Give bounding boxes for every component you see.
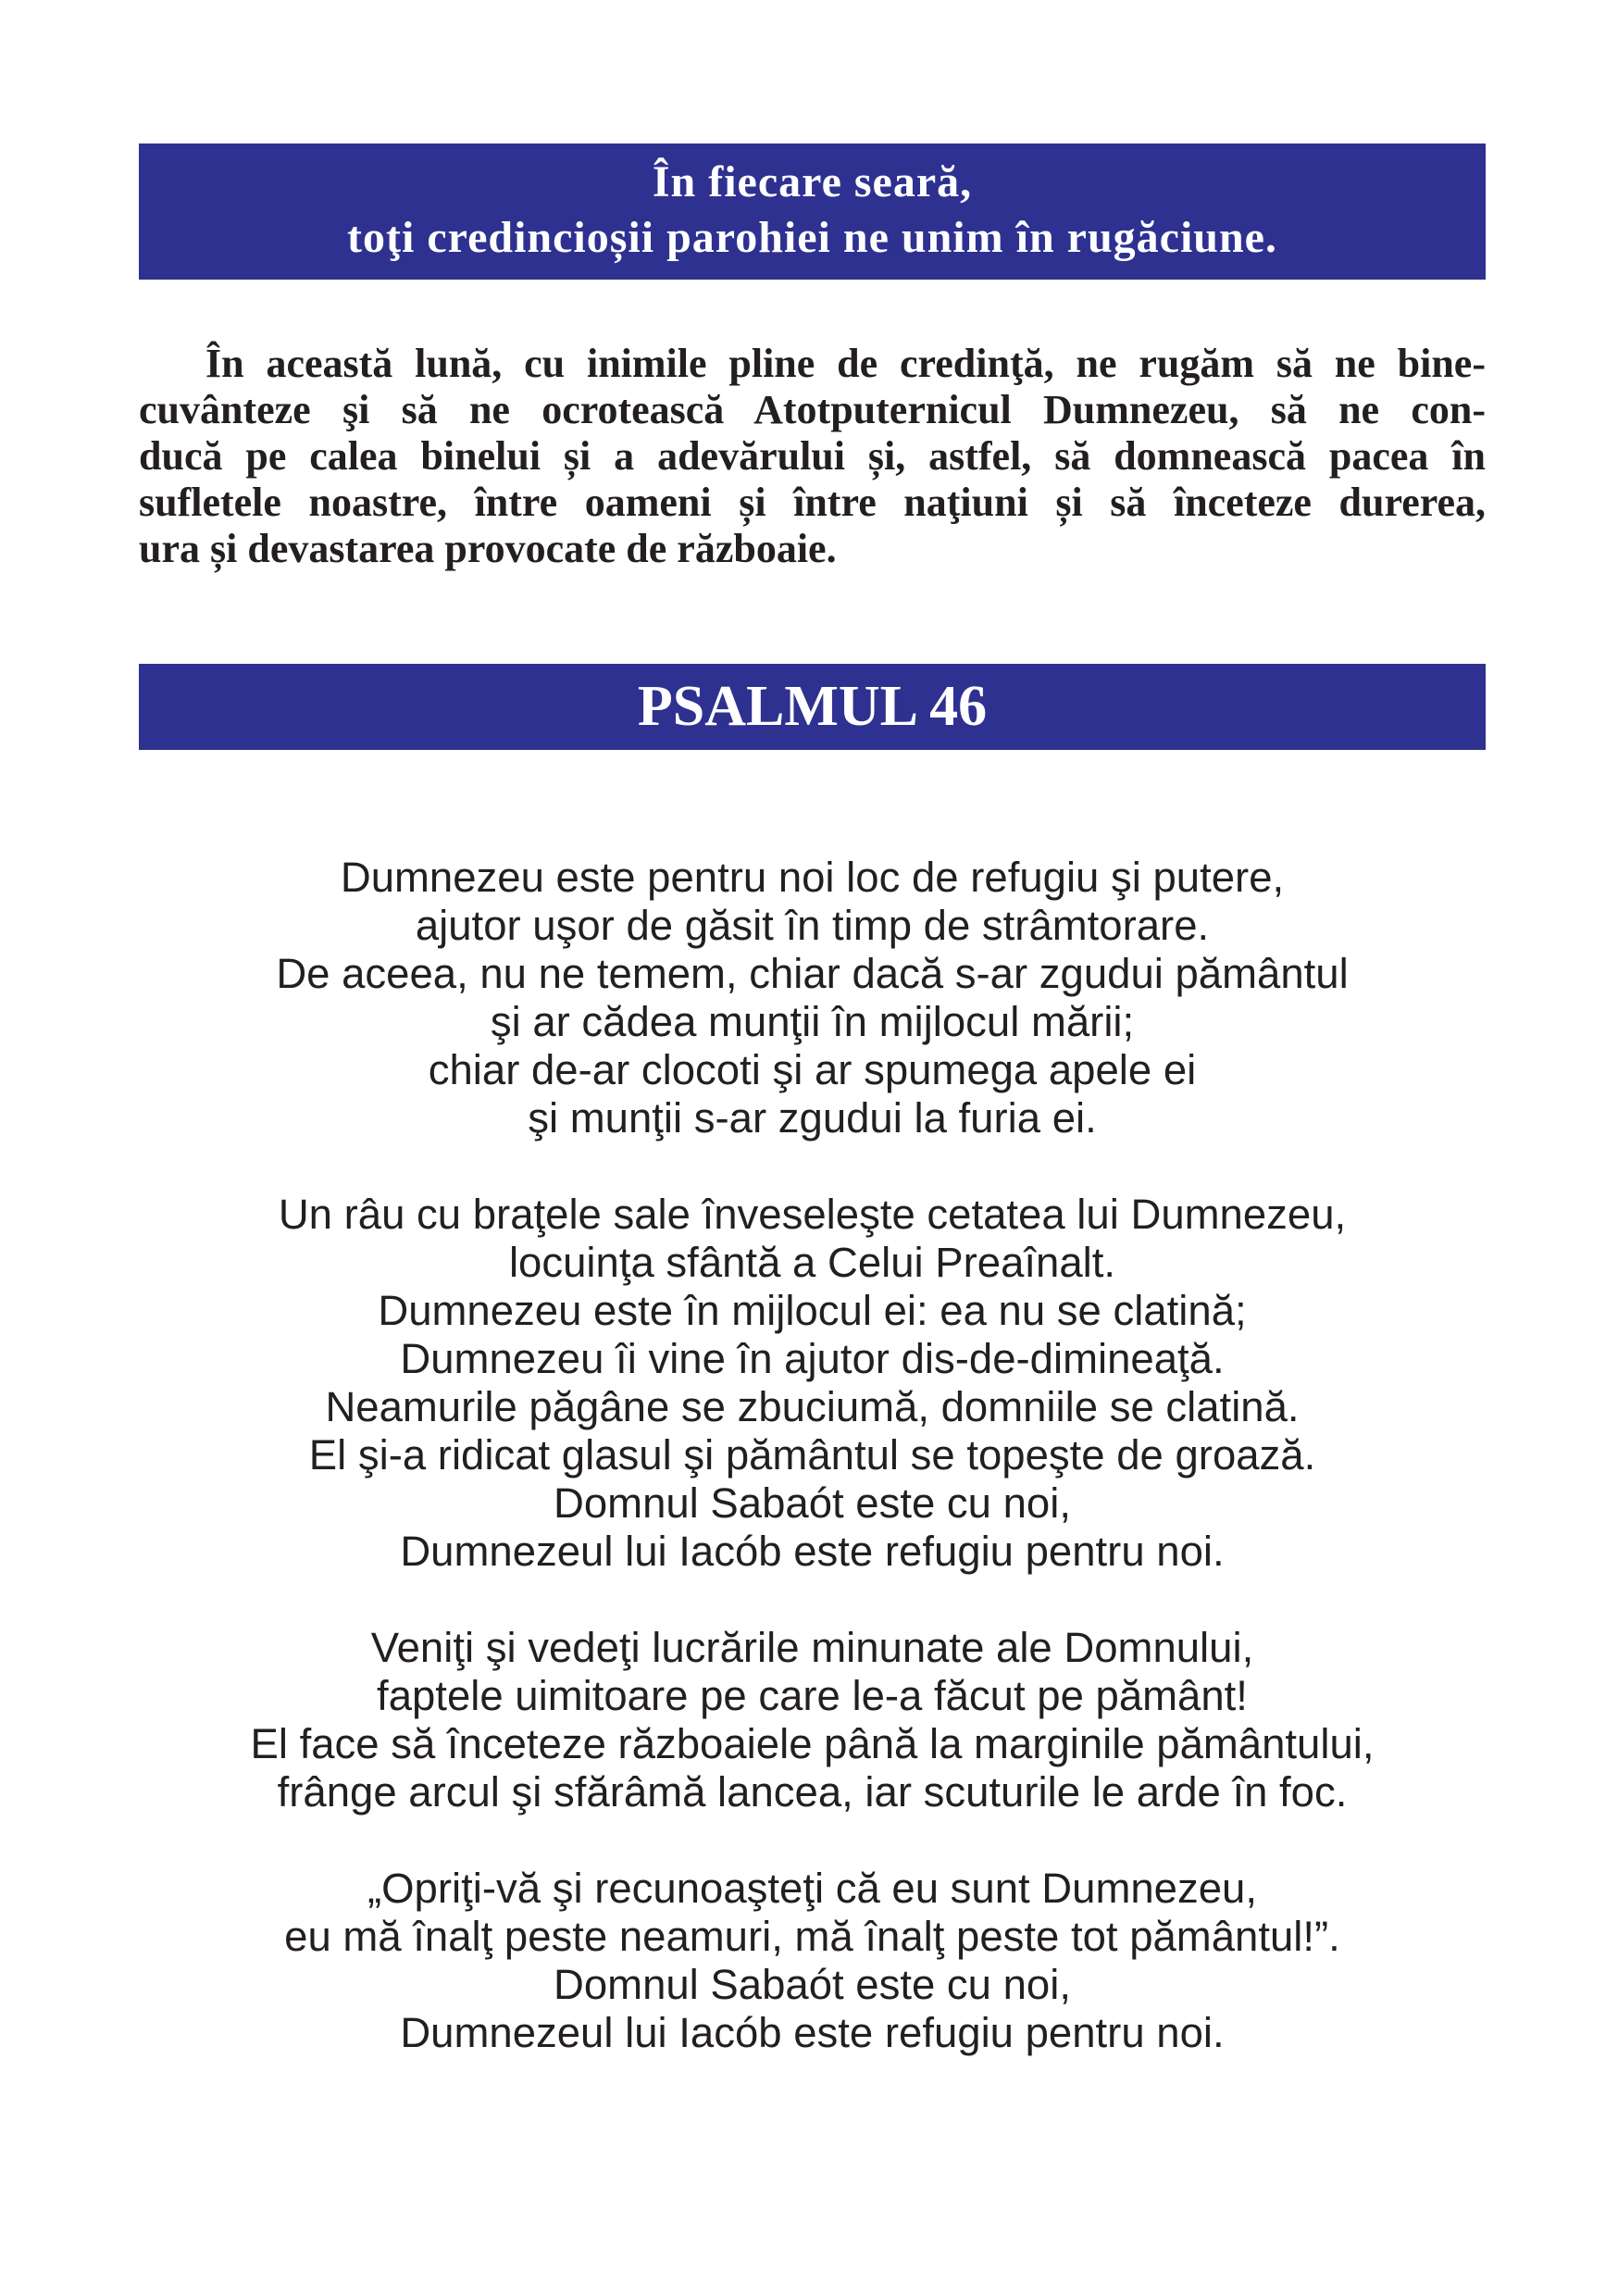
intro-line: cuvânteze şi să ne ocrotească Atotputernicul Dumnezeu, să ne con- <box>139 387 1486 432</box>
psalm-line: Domnul Sabaót este cu noi, <box>554 1479 1071 1527</box>
psalm-line: Dumnezeu îi vine în ajutor dis-de-dimineaţă. <box>400 1335 1225 1382</box>
header-line-2: toţi credincioșii parohiei ne unim în rugăciune. <box>347 213 1277 262</box>
psalm-stanza-1 <box>139 854 1486 1142</box>
intro-line: ducă pe calea binelui și a adevărului și, astfel, să domnească pacea în <box>139 433 1486 479</box>
psalm-title-banner <box>139 664 1486 750</box>
psalm-line: De aceea, nu ne temem, chiar dacă s-ar zgudui pământul <box>276 950 1349 997</box>
psalm-line: Veniţi şi vedeţi lucrările minunate ale Domnului, <box>370 1624 1254 1671</box>
psalm-line: şi ar cădea munţii în mijlocul mării; <box>490 998 1135 1045</box>
psalm-line: El şi-a ridicat glasul şi pământul se topeşte de groază. <box>308 1431 1316 1479</box>
intro-line: În această lună, cu inimile pline de credinţă, ne rugăm să ne bine- <box>205 341 1486 386</box>
psalm-line: El face să înceteze războaiele până la marginile pământului, <box>250 1720 1375 1767</box>
psalm-line: faptele uimitoare pe care le-a făcut pe pământ! <box>377 1672 1248 1719</box>
psalm-stanza-3 <box>139 1624 1486 1816</box>
psalm-line: Un râu cu braţele sale înveseleşte cetatea lui Dumnezeu, <box>278 1191 1347 1238</box>
intro-line: sufletele noastre, între oameni și între naţiuni și să înceteze durerea, <box>139 480 1486 525</box>
psalm-line: Neamurile păgâne se zbuciumă, domniile se clatină. <box>325 1383 1300 1430</box>
intro-line: ura și devastarea provocate de războaie. <box>139 526 837 571</box>
psalm-stanza-2 <box>139 1191 1486 1576</box>
psalm-line: locuinţa sfântă a Celui Preaînalt. <box>508 1239 1116 1286</box>
psalm-line: chiar de-ar clocoti şi ar spumega apele ei <box>428 1046 1197 1093</box>
psalm-line: frânge arcul şi sfărâmă lancea, iar scuturile le arde în foc. <box>277 1768 1348 1816</box>
psalm-line: ajutor uşor de găsit în timp de strâmtorare. <box>415 902 1210 949</box>
psalm-line: Dumnezeul lui Iacób este refugiu pentru noi. <box>400 1528 1225 1575</box>
psalm-line: Dumnezeu este pentru noi loc de refugiu şi putere, <box>340 854 1285 901</box>
psalm-title: PSALMUL 46 <box>637 675 988 738</box>
psalm-line: Domnul Sabaót este cu noi, <box>554 1961 1071 2008</box>
psalm-line: eu mă înalţ peste neamuri, mă înalţ peste tot pământul!”. <box>284 1913 1340 1960</box>
psalm-line: şi munţii s-ar zgudui la furia ei. <box>528 1094 1097 1142</box>
header-line-1: În fiecare seară, <box>652 157 973 206</box>
psalm-line: „Opriţi-vă şi recunoaşteţi că eu sunt Dumnezeu, <box>367 1865 1257 1912</box>
psalm-line: Dumnezeu este în mijlocul ei: ea nu se clatină; <box>378 1287 1247 1334</box>
header-banner <box>139 144 1486 280</box>
psalm-line: Dumnezeul lui Iacób este refugiu pentru noi. <box>400 2009 1225 2056</box>
psalm-stanza-4 <box>139 1865 1486 2057</box>
intro-paragraph <box>139 341 1486 572</box>
psalm-text <box>139 854 1486 2105</box>
